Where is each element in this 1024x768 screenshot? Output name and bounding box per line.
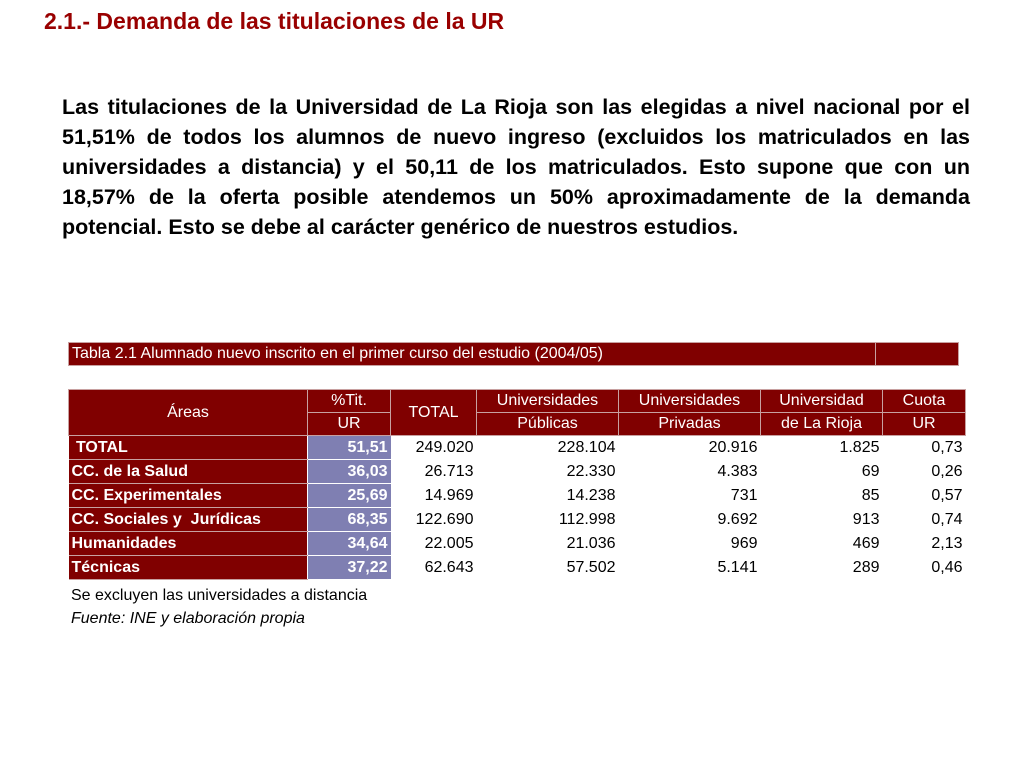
row-rioja: 1.825 — [839, 438, 880, 456]
row-rioja: 289 — [852, 558, 880, 576]
table-caption-bar — [68, 342, 959, 366]
table-row — [69, 460, 966, 484]
table-caption-spacer — [876, 343, 959, 366]
row-rioja: 69 — [861, 462, 880, 480]
intro-paragraph: Las titulaciones de la Universidad de La Rioja son las elegidas a nivel nacional por el 51,51% de todos los alumnos de nuevo ingreso (excluidos los matriculados en las universidades a distancia) y el 50,11 de los matriculados. Esto supone que con un 18,57% de la oferta posible atendemos un 50% aproximadamente de la demanda potencial. Esto se debe al carácter genérico de nuestros estudios. — [62, 95, 970, 239]
row-public: 112.998 — [558, 510, 616, 528]
table-note: Se excluyen las universidades a distancia — [71, 587, 368, 604]
row-pct: 34,64 — [308, 532, 391, 556]
row-total: 249.020 — [415, 438, 474, 456]
row-private: 20.916 — [708, 438, 758, 456]
row-total: 22.005 — [424, 534, 474, 552]
header-total: TOTAL — [391, 390, 477, 436]
row-pct: 51,51 — [308, 436, 391, 460]
header-private-line2: Privadas — [619, 413, 761, 436]
row-public: 57.502 — [566, 558, 616, 576]
row-private: 5.141 — [717, 558, 758, 576]
table-row — [69, 508, 966, 532]
row-total: 122.690 — [415, 510, 474, 528]
header-public-line1: Universidades — [477, 390, 619, 413]
row-total: 62.643 — [424, 558, 474, 576]
table-source: Fuente: INE y elaboración propia — [71, 610, 305, 627]
table-row — [69, 556, 966, 580]
row-total: 26.713 — [424, 462, 474, 480]
row-area: CC. Sociales y Jurídicas — [69, 508, 308, 532]
row-area: Técnicas — [69, 556, 308, 580]
row-public: 22.330 — [566, 462, 616, 480]
row-area: Humanidades — [69, 532, 308, 556]
row-cuota: 0,74 — [931, 510, 963, 528]
header-areas: Áreas — [69, 390, 308, 436]
row-public: 228.104 — [557, 438, 616, 456]
row-pct: 36,03 — [308, 460, 391, 484]
page-title: 2.1.- Demanda de las titulaciones de la UR — [44, 8, 505, 34]
row-private: 9.692 — [717, 510, 758, 528]
row-private: 731 — [730, 486, 758, 504]
row-rioja: 85 — [861, 486, 880, 504]
row-pct: 68,35 — [308, 508, 391, 532]
row-area: CC. de la Salud — [69, 460, 308, 484]
header-rioja-line1: Universidad — [761, 390, 883, 413]
header-pct-line2: UR — [308, 413, 391, 436]
header-cuota-line2: UR — [883, 413, 966, 436]
header-cuota-line1: Cuota — [883, 390, 966, 413]
row-area: CC. Experimentales — [69, 484, 308, 508]
table-notes — [71, 584, 367, 630]
row-rioja: 913 — [852, 510, 880, 528]
table-caption: Tabla 2.1 Alumnado nuevo inscrito en el primer curso del estudio (2004/05) — [69, 343, 876, 366]
demand-table — [68, 389, 966, 580]
row-pct: 25,69 — [308, 484, 391, 508]
header-rioja-line2: de La Rioja — [761, 413, 883, 436]
row-total: 14.969 — [424, 486, 474, 504]
header-private-line1: Universidades — [619, 390, 761, 413]
table-row — [69, 484, 966, 508]
row-cuota: 0,57 — [931, 486, 963, 504]
table-row — [69, 532, 966, 556]
row-private: 969 — [730, 534, 758, 552]
row-public: 21.036 — [566, 534, 616, 552]
row-cuota: 2,13 — [931, 534, 963, 552]
row-cuota: 0,46 — [931, 558, 963, 576]
row-cuota: 0,26 — [931, 462, 963, 480]
row-rioja: 469 — [852, 534, 880, 552]
row-public: 14.238 — [566, 486, 616, 504]
row-pct: 37,22 — [308, 556, 391, 580]
header-public-line2: Públicas — [477, 413, 619, 436]
row-private: 4.383 — [717, 462, 758, 480]
header-pct-line1: %Tit. — [308, 390, 391, 413]
row-cuota: 0,73 — [931, 438, 963, 456]
table-row — [69, 436, 966, 460]
row-area: TOTAL — [69, 436, 308, 460]
